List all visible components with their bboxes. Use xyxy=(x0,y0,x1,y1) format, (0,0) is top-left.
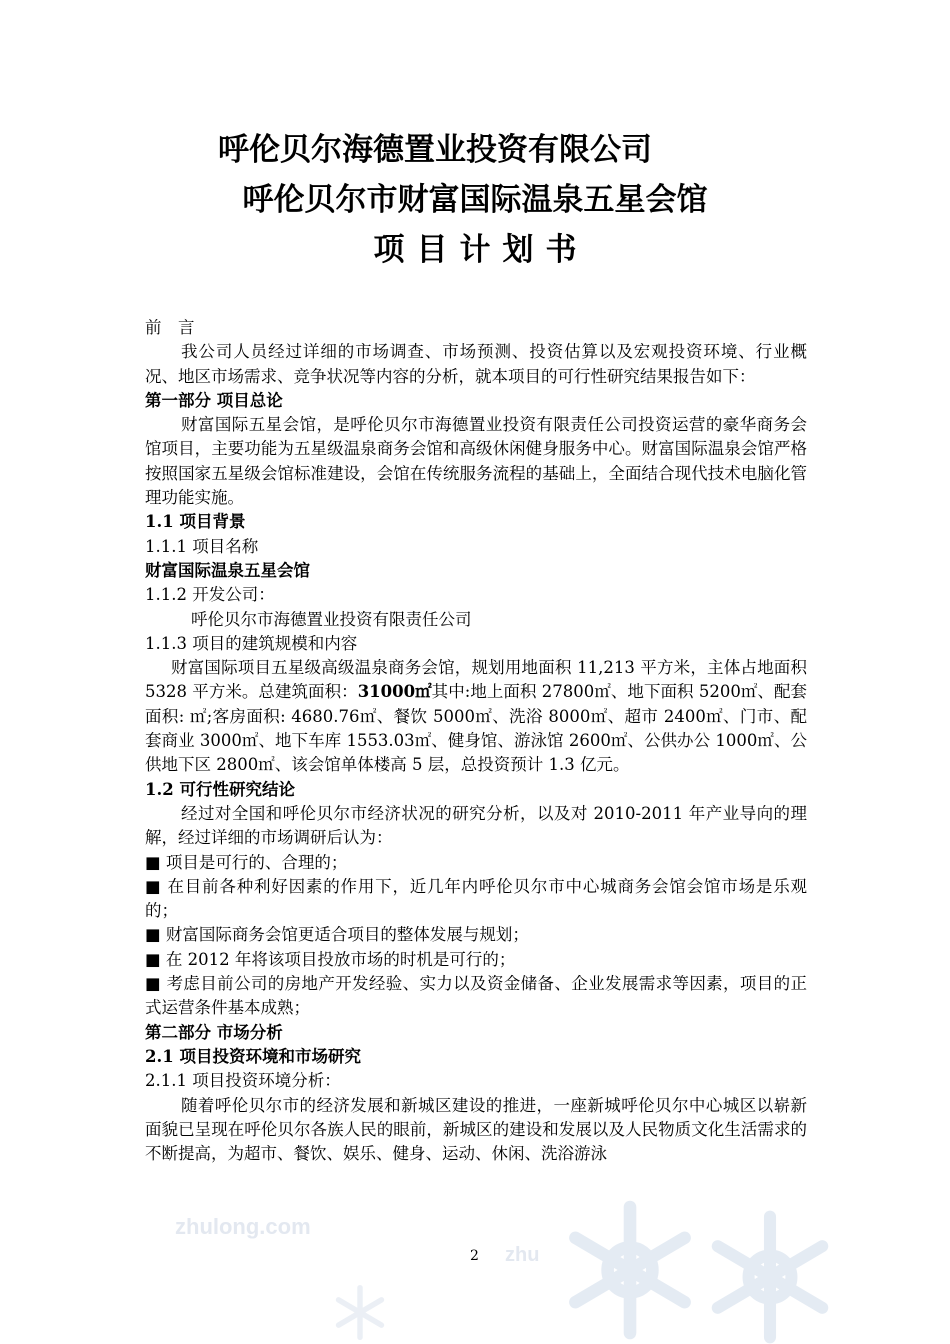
bullet-square-icon: ■ xyxy=(145,949,161,969)
conclusion-intro: 经过对全国和呼伦贝尔市经济状况的研究分析，以及对 2010-2011 年产业导向的理解，经过详细的市场调研后认为： xyxy=(145,803,807,848)
bullet-square-icon: ■ xyxy=(145,925,161,945)
building-scale-paragraph xyxy=(145,656,807,777)
part1-heading: 第一部分 项目总论 xyxy=(145,390,283,410)
building-scale-text-b: 其中:地上面积 27800㎡、地下面积 5200㎡、配套面积: ㎡;客房面积: 4680.76㎡、餐饮 5000㎡、洗浴 8000㎡、超市 2400㎡、门市、配套商业 3000㎡、地下车库 1553.03㎡、健身馆、游泳馆 2600㎡、公供办公 1000㎡、公供地下区 2800㎡、该会馆单体楼高 5 层，总投资预计 1.3 亿元。 xyxy=(145,682,807,775)
section-1-2-heading: 1.2 可行性研究结论 xyxy=(145,779,295,799)
section-1-1-heading: 1.1 项目背景 xyxy=(145,512,246,532)
bullet-square-icon: ■ xyxy=(145,876,162,896)
page-number: 2 xyxy=(470,1248,479,1264)
bullet-item xyxy=(145,923,807,947)
section-2-1-heading: 2.1 项目投资环境和市场研究 xyxy=(145,1046,361,1066)
document-body xyxy=(145,316,807,1166)
section-1-1-3-heading: 1.1.3 项目的建筑规模和内容 xyxy=(145,633,358,653)
project-name: 财富国际温泉五星会馆 xyxy=(145,560,310,580)
preface-text: 我公司人员经过详细的市场调查、市场预测、投资估算以及宏观投资环境、行业概况、地区市场需求、竞争状况等内容的分析，就本项目的可行性研究结果报告如下： xyxy=(145,342,807,386)
bullet-text: 在目前各种利好因素的作用下，近几年内呼伦贝尔市中心城商务会馆会馆市场是乐观的； xyxy=(145,876,808,921)
bullet-text: 项目是可行的、合理的； xyxy=(165,852,348,872)
title-document-type: 项目计划书 xyxy=(373,232,589,268)
investment-environment-text: 随着呼伦贝尔市的经济发展和新城区建设的推进，一座新城呼伦贝尔中心城区以崭新面貌已呈现在呼伦贝尔各族人民的眼前，新城区的建设和发展以及人民物质文化生活需求的不断提高，为超市、餐饮、娱乐、健身、运动、休闲、洗浴游泳 xyxy=(145,1095,807,1164)
watermark-text-2: zhu xyxy=(505,1244,540,1266)
bullet-text: 考虑目前公司的房地产开发经验、实力以及资金储备、企业发展需求等因素，项目的正式运营条件基本成熟； xyxy=(145,974,807,1018)
preface-heading: 前 言 xyxy=(145,318,195,337)
bullet-item xyxy=(145,972,807,1021)
bullet-item xyxy=(145,875,807,924)
bullet-item xyxy=(145,851,807,875)
total-area: 31000㎡ xyxy=(357,682,432,702)
part1-intro: 财富国际五星会馆，是呼伦贝尔市海德置业投资有限责任公司投资运营的豪华商务会馆项目，主要功能为五星级温泉商务会馆和高级休闲健身服务中心。财富国际温泉会馆严格按照国家五星级会馆标准建设，会馆在传统服务流程的基础上，全面结合现代技术电脑化管理功能实施。 xyxy=(145,415,807,508)
bullet-square-icon: ■ xyxy=(145,852,161,872)
section-2-1-1-heading: 2.1.1 项目投资环境分析： xyxy=(145,1071,341,1091)
section-1-1-1-heading: 1.1.1 项目名称 xyxy=(145,536,259,556)
snowflake-watermark-icon xyxy=(555,1200,705,1340)
snowflake-watermark-icon-2 xyxy=(700,1210,840,1344)
bullet-text: 财富国际商务会馆更适合项目的整体发展与规划； xyxy=(165,925,529,945)
developer-company: 呼伦贝尔市海德置业投资有限责任公司 xyxy=(191,609,472,629)
title-company: 呼伦贝尔海德置业投资有限公司 xyxy=(218,132,652,168)
watermark-text: zhulong.com xyxy=(175,1214,311,1239)
bullet-square-icon: ■ xyxy=(145,974,161,994)
bullet-item xyxy=(145,948,807,972)
snowflake-watermark-icon-3 xyxy=(330,1285,390,1340)
section-1-1-2-heading: 1.1.2 开发公司： xyxy=(145,585,275,605)
building-scale-text-a: 财富国际项目五星级高级温泉商务会馆，规划用地面积 11,213 平方米，主体占地面积 5328 平方米。总建筑面积： xyxy=(145,658,807,702)
title-project: 呼伦贝尔市财富国际温泉五星会馆 xyxy=(242,182,708,218)
part2-heading: 第二部分 市场分析 xyxy=(145,1022,283,1042)
bullet-text: 在 2012 年将该项目投放市场的时机是可行的； xyxy=(165,949,516,969)
